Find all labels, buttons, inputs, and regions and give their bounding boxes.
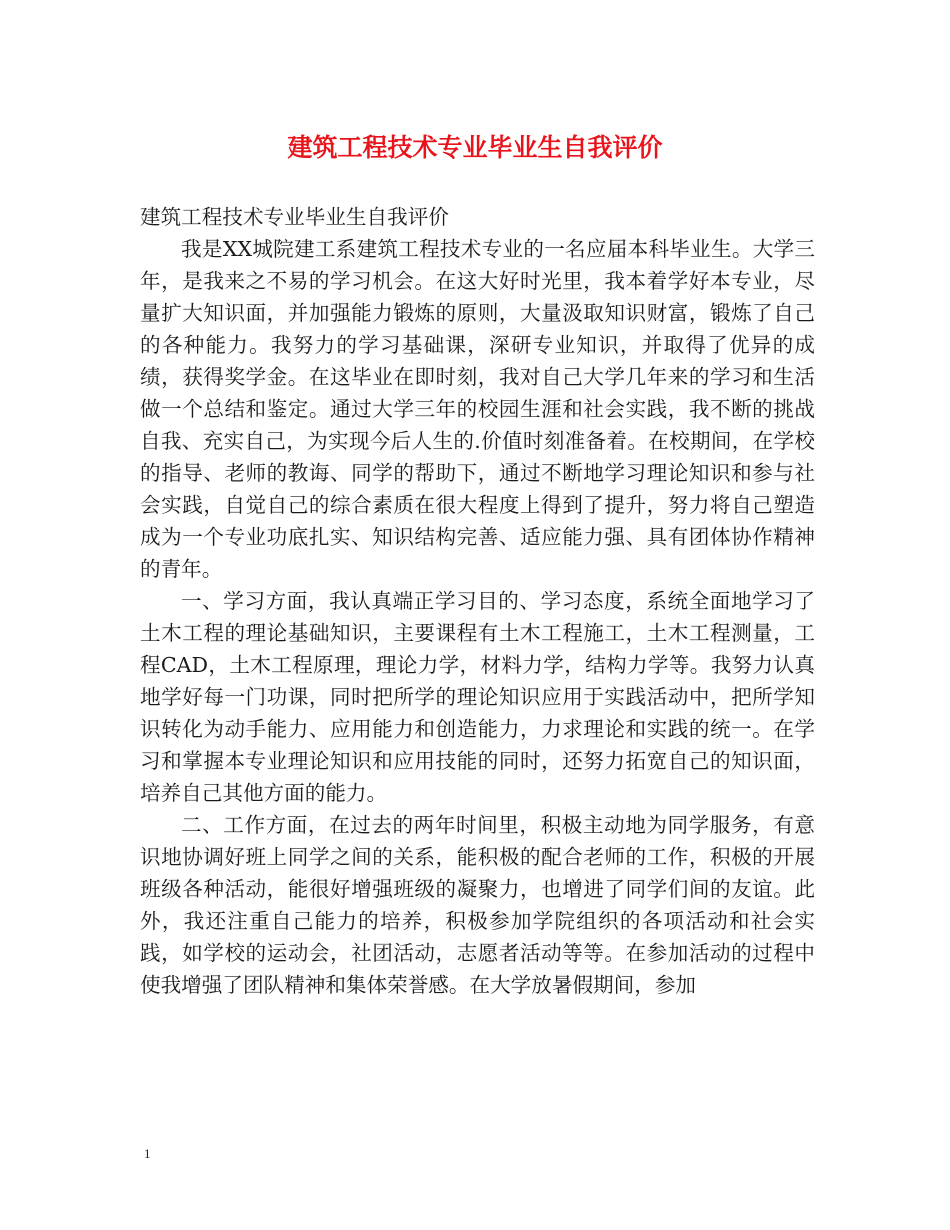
paragraph-work: 二、工作方面，在过去的两年时间里，积极主动地为同学服务，有意识地协调好班上同学之间的关系，能积极的配合老师的工作，积极的开展班级各种活动，能很好增强班级的凝聚力，也增进了同学们间的友谊。此外，我还注重自己能力的培养，积极参加学院组织的各项活动和社会实践，如学校的运动会，社团活动，志愿者活动等等。在参加活动的过程中使我增强了团队精神和集体荣誉感。在大学放暑假期间，参加 bbox=[140, 813, 815, 997]
paragraph-study: 一、学习方面，我认真端正学习目的、学习态度，系统全面地学习了土木工程的理论基础知识，主要课程有土木工程施工，土木工程测量，工程CAD，土木工程原理，理论力学，材料力学，结构力学等。我努力认真地学好每一门功课，同时把所学的理论知识应用于实践活动中，把所学知识转化为动手能力、应用能力和创造能力，力求理论和实践的统一。在学习和掌握本专业理论知识和应用技能的同时，还努力拓宽自己的知识面，培养自己其他方面的能力。 bbox=[140, 589, 815, 805]
document-body bbox=[140, 201, 815, 1001]
page-number: 1 bbox=[144, 1146, 151, 1161]
document-subtitle: 建筑工程技术专业毕业生自我评价 bbox=[140, 205, 449, 229]
document-title: 建筑工程技术专业毕业生自我评价 bbox=[287, 133, 663, 162]
paragraph-intro: 我是XX城院建工系建筑工程技术专业的一名应届本科毕业生。大学三年，是我来之不易的学习机会。在这大好时光里，我本着学好本专业，尽量扩大知识面，并加强能力锻炼的原则，大量汲取知识财富，锻炼了自己的各种能力。我努力的学习基础课，深研专业知识，并取得了优异的成绩，获得奖学金。在这毕业在即时刻，我对自己大学几年来的学习和生活做一个总结和鉴定。通过大学三年的校园生涯和社会实践，我不断的挑战自我、充实自己，为实现今后人生的.价值时刻准备着。在校期间，在学校的指导、老师的教诲、同学的帮助下，通过不断地学习理论知识和参与社会实践，自觉自己的综合素质在很大程度上得到了提升，努力将自己塑造成为一个专业功底扎实、知识结构完善、适应能力强、具有团体协作精神的青年。 bbox=[140, 237, 815, 581]
